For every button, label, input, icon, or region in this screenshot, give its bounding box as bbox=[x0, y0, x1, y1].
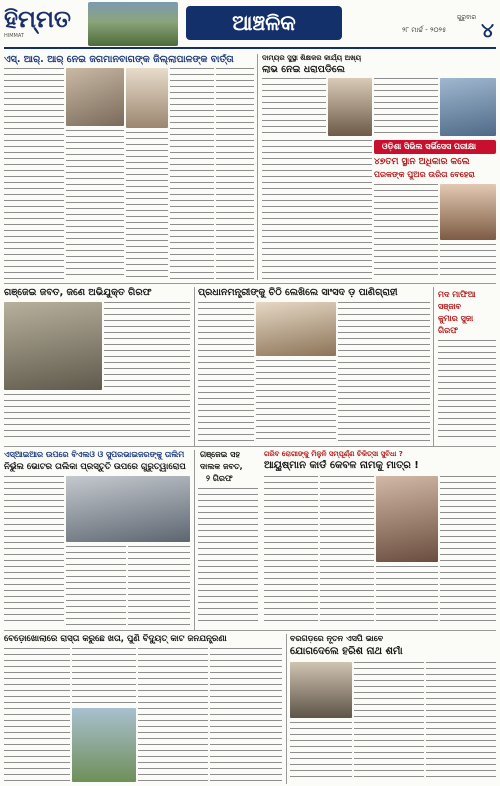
masthead-rule bbox=[4, 47, 496, 49]
headline-ganja-vehicle-2[interactable]: ଦାଲକ ଜବତ, bbox=[200, 462, 243, 471]
date-block bbox=[392, 14, 496, 44]
article-column bbox=[262, 78, 326, 138]
article-column bbox=[290, 722, 352, 782]
article-column bbox=[72, 648, 136, 704]
article-column bbox=[264, 476, 318, 626]
weekday: ଗୁରୁବାର bbox=[456, 14, 476, 21]
patient-photo bbox=[376, 476, 438, 562]
police-photo bbox=[4, 302, 102, 390]
article-column bbox=[210, 648, 282, 782]
row-divider bbox=[4, 446, 496, 447]
section-banner: ଆଞ୍ଚଳିକ bbox=[186, 6, 342, 40]
article-column bbox=[4, 394, 190, 442]
article-column bbox=[170, 68, 214, 280]
portrait-photo bbox=[328, 78, 372, 136]
column-divider bbox=[194, 287, 195, 447]
article-column bbox=[374, 184, 438, 280]
headline-rank-2[interactable]: ପରକଙ୍କ ପୁଅର ଉରିତା ବେହେରା bbox=[374, 170, 475, 179]
column-divider bbox=[433, 287, 434, 447]
headline-liquor-mafia-3[interactable]: କୁମାର ସୁଜା bbox=[438, 314, 474, 323]
article-column bbox=[104, 302, 190, 390]
logo-tagline: HIMMAT bbox=[4, 33, 24, 39]
headline-voter-list[interactable]: ନିର୍ଭୁଲ ଭୋଟର ତାଲିକା ପ୍ରସ୍ତୁତି ଉପରେ ଗୁରୁତ୍ୱାରୋପ bbox=[4, 462, 186, 472]
article-column bbox=[438, 340, 496, 442]
page-number: ୪ bbox=[481, 18, 494, 42]
column-divider bbox=[257, 54, 258, 280]
headline-teacher[interactable]: ଦାମ୍ୟର ସୁସ୍ଥା ଶିକ୍ଷକର କାର୍ଯ୍ୟ ଅଖ୍ୟ bbox=[262, 54, 362, 62]
headline-lead-poor-patients[interactable]: ଗରିବ ରୋଗୀଙ୍କୁ ମିଳୁନି ସମ୍ପୂର୍ଣ୍ଣ ଚିକିତ୍ସା ସୁବିଧା ? bbox=[264, 450, 403, 458]
article-column bbox=[128, 546, 190, 626]
article-column bbox=[198, 488, 258, 626]
article-column bbox=[256, 360, 336, 442]
newspaper-logo[interactable] bbox=[4, 4, 84, 42]
article-column bbox=[426, 662, 496, 782]
article-column bbox=[374, 78, 438, 138]
headline-liquor-mafia[interactable]: ମଦ ମାଫିଆ bbox=[438, 290, 476, 299]
leaders-photo bbox=[256, 302, 336, 356]
article-photo bbox=[66, 68, 124, 126]
headline-rank[interactable]: ୪୭ତମ ସ୍ଥାନ ଅଧିକାର କଲେ bbox=[374, 157, 470, 167]
sp-portrait-photo bbox=[290, 662, 352, 718]
headline-liquor-mafia-4[interactable]: ଗିରଫ bbox=[438, 326, 458, 335]
headline-ayushman-card[interactable]: ଆୟୁଷ୍ମାନ କାର୍ଡ କେବଳ ନାମକୁ ମାତ୍ର ! bbox=[264, 460, 419, 471]
headline-strip-civil-services: ଓଡ଼ିଶା ସିଭିଲ ସର୍ଭିସେସ ପରୀକ୍ଷା bbox=[374, 140, 496, 154]
headline-sir-training[interactable]: ଏସ୍ଆଇଆର ଉପରେ ବିଏଲଓ ଓ ସୁପରଭାଇଜରଙ୍କୁ ତାଲିମ bbox=[4, 450, 185, 459]
article-column bbox=[216, 68, 254, 280]
article-column bbox=[66, 130, 124, 280]
row-divider bbox=[4, 283, 496, 284]
article-column bbox=[376, 566, 438, 626]
headline-sir-election[interactable]: ଏସ୍. ଆର୍. ଆର୍ ନେଇ ଜଗମାନବାଗଙ୍କ ଜିଲ୍ଲାପାଳଙ୍କ ବାର୍ତ୍ତା bbox=[4, 54, 234, 65]
row-divider bbox=[4, 630, 496, 631]
headline-mp-letter[interactable]: ପ୍ରଧାନମନ୍ତ୍ରୀଙ୍କୁ ଚିଠି ଲେଖିଲେ ସାଂସଦ ଡ଼ ପାଣିଗ୍ରାହୀ bbox=[198, 287, 398, 298]
article-column bbox=[198, 302, 254, 442]
headline-new-sp[interactable]: ବରଗଡ଼ରେ ନୂତନ ଏସପି ଭାବେ bbox=[290, 634, 384, 643]
column-divider bbox=[286, 634, 287, 784]
article-column bbox=[262, 140, 372, 280]
article-column bbox=[320, 476, 374, 626]
headline-liquor-mafia-2[interactable]: ସଞ୍ଜାବ bbox=[438, 302, 462, 311]
masthead bbox=[0, 0, 500, 52]
article-photo bbox=[440, 78, 496, 136]
article-column bbox=[4, 648, 70, 782]
issue-date: ୨୮ ମାର୍ଚ୍ଚ - ୨୦୨୫ bbox=[402, 26, 447, 34]
headline-new-sp-2[interactable]: ଯୋଗଦେଲେ ହରିଶ ନାଥ ଶର୍ମା bbox=[290, 646, 403, 657]
article-column bbox=[138, 648, 208, 782]
article-column bbox=[354, 662, 424, 782]
article-column bbox=[440, 244, 496, 280]
headline-teacher-2[interactable]: ଲାଭ ନେଇ ଧରାପଡିଲେ bbox=[262, 64, 345, 75]
article-column bbox=[338, 302, 430, 442]
header-photo bbox=[88, 2, 178, 46]
headline-ganja-seized[interactable]: ଗଞ୍ଜେଇ ଜବତ, ଜଣେ ଅଭିଯୁକ୍ତ ଗିରଫ bbox=[4, 287, 152, 298]
article-column bbox=[440, 476, 496, 626]
logo-text: ହିମ୍ମତ bbox=[4, 4, 72, 33]
article-column bbox=[4, 68, 64, 280]
article-column bbox=[4, 476, 64, 626]
column-divider bbox=[194, 450, 195, 630]
portrait-photo bbox=[440, 184, 496, 240]
road-photo bbox=[72, 708, 136, 782]
article-column bbox=[66, 546, 126, 626]
training-photo bbox=[66, 476, 190, 542]
article-column bbox=[126, 132, 168, 280]
headline-ganja-vehicle-3[interactable]: ୨ ଗିରଫ bbox=[206, 474, 233, 483]
headline-road-power-cut[interactable]: ବେଡ଼ୋଖୋଲାରେ ରାସ୍ତା କରୁଛେ ଖତା, ପୁଣି ବିଦ୍ୟୁତ୍‌ କାଟ ଜନଯନ୍ତ୍ରଣା bbox=[4, 634, 227, 644]
headline-ganja-vehicle[interactable]: ଗଞ୍ଜେଇ ସହ bbox=[200, 450, 240, 459]
portrait-photo bbox=[126, 68, 168, 128]
